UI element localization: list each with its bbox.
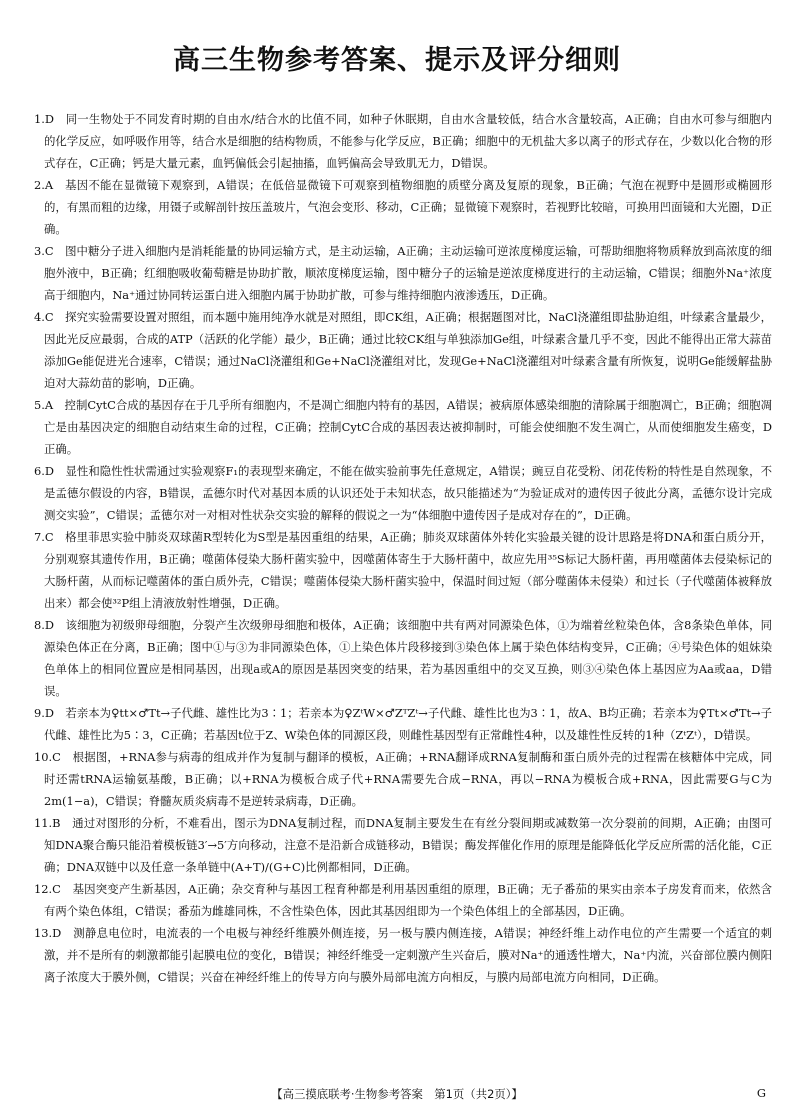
answer-item-2: 2.A 基因不能在显微镜下观察到，A错误；在低倍显微镜下可观察到植物细胞的质壁分离及复原的现象，B正确；气泡在视野中是圆形或椭圆形的，有黑而粗的边缘，用镊子或解剖针按压盖玻片，气泡会变形、移动，C正确；显微镜下观察时，若视野比较暗，可换用凹面镜和大光圈，D正确。 (34, 178, 772, 236)
answer-item-3: 3.C 图中糖分子进入细胞内是消耗能量的协同运输方式，是主动运输，A正确；主动运输可逆浓度梯度运输，可帮助细胞将物质释放到高浓度的细胞外液中，B正确；红细胞吸收葡萄糖是协助扩散，顺浓度梯度运输，图中糖分子的运输是逆浓度梯度进行的主动运输，C错误；细胞外Na⁺浓度高于细胞内，Na⁺通过协同转运蛋白进入细胞内属于协助扩散，可参与维持细胞内液渗透压，D正确。 (34, 244, 772, 302)
answer-item-8: 8.D 该细胞为初级卵母细胞，分裂产生次级卵母细胞和极体，A正确；该细胞中共有两对同源染色体，①为端着丝粒染色体，含8条染色单体，同源染色体正在分离，B正确；图中①与③为非同源染色体，①上染色体片段移接到③染色体上属于染色体结构变异，C正确；④号染色体的姐妹染色单体上的相同位置应是相同基因，出现a或A的原因是基因突变的结果，若为基因重组中的交叉互换，则③④染色体上基因应为Aa或aa，D错误。 (34, 618, 772, 698)
answer-item-6: 6.D 显性和隐性性状需通过实验观察F₁的表现型来确定，不能在做实验前事先任意规定，A错误；豌豆自花受粉、闭花传粉的特性是自然现象，不是孟德尔假设的内容，B错误，孟德尔时代对基因本质的认识还处于未知状态，故只能描述为“为验证成对的遗传因子彼此分离，孟德尔设计完成测交实验”，C错误；孟德尔对一对相对性状杂交实验的解释的假说之一为“体细胞中遗传因子是成对存在的”，D正确。 (34, 464, 772, 522)
answer-item-1: 1.D 同一生物处于不同发育时期的自由水/结合水的比值不同，如种子休眠期，自由水含量较低，结合水含量较高，A正确；自由水可参与细胞内的化学反应，如呼吸作用等，结合水是细胞的结构物质，不能参与化学反应，B正确；细胞中的无机盐大多以离子的形式存在，少数以化合物的形式存在，C正确；钙是大量元素，血钙偏低会引起抽搐，血钙偏高会导致肌无力，D错误。 (34, 112, 772, 170)
answer-item-10: 10.C 根据图，+RNA参与病毒的组成并作为复制与翻译的模板，A正确；+RNA翻译成RNA复制酶和蛋白质外壳的过程需在核糖体中完成，同时还需tRNA运输氨基酸，B正确；以+RNA为模板合成子代+RNA需要先合成−RNA，再以−RNA为模板合成+RNA，因此需要G与C为2m(1−a)，C错误；脊髓灰质炎病毒不是逆转录病毒，D正确。 (34, 750, 772, 808)
answer-item-13: 13.D 测静息电位时，电流表的一个电极与神经纤维膜外侧连接，另一极与膜内侧连接，A错误；神经纤维上动作电位的产生需要一个适宜的刺激，并不是所有的刺激都能引起膜电位的变化，B错误；神经纤维受一定刺激产生兴奋后，膜对Na⁺的通透性增大，Na⁺内流，兴奋部位膜内侧阳离子浓度大于膜外侧，C错误；兴奋在神经纤维上的传导方向与膜外局部电流方向相反，与膜内局部电流方向相同，D正确。 (34, 926, 772, 984)
answer-item-11: 11.B 通过对图形的分析，不难看出，图示为DNA复制过程，而DNA复制主要发生在有丝分裂间期或减数第一次分裂前的间期，A正确；由图可知DNA聚合酶只能沿着模板链3′→5′方向移动，注意不是沿新合成链移动，B错误；酶发挥催化作用的原理是能降低化学反应所需的活化能，C正确；DNA双链中以及任意一条单链中(A+T)/(G+C)比例都相同，D正确。 (34, 816, 772, 874)
answer-item-4: 4.C 探究实验需要设置对照组，而本题中施用纯净水就是对照组，即CK组，A正确；根据题图对比，NaCl浇灌组即盐胁迫组，叶绿素含量最少，因此光反应最弱，合成的ATP（活跃的化学能）最少，B正确；通过比较CK组与单独添加Ge组，叶绿素含量几乎不变，因此不能得出正常大蒜苗添加Ge能促进光合速率，C错误；通过NaCl浇灌组和Ge+NaCl浇灌组对比，发现Ge+NaCl浇灌组对叶绿素含量有所恢复，说明Ge能缓解盐胁迫对大蒜幼苗的影响，D正确。 (34, 310, 772, 390)
answer-item-5: 5.A 控制CytC合成的基因存在于几乎所有细胞内，不是凋亡细胞内特有的基因，A错误；被病原体感染细胞的清除属于细胞凋亡，B正确；细胞凋亡是由基因决定的细胞自动结束生命的过程，C正确；控制CytC合成的基因表达被抑制时，可能会使细胞不发生凋亡，从而使细胞发生癌变，D正确。 (34, 398, 772, 456)
answer-list (34, 108, 772, 988)
answer-item-9: 9.D 若亲本为♀tt×♂Tt→子代雌、雄性比为3∶1；若亲本为♀ZᵗW×♂ZᵀZᵗ→子代雌、雄性比也为3∶1，故A、B均正确；若亲本为♀Tt×♂Tt→子代雌、雄性比为5∶3，C正确；若基因t位于Z、W染色体的同源区段，则雌性基因型有正常雌性4种，以及雄性性反转的1种（ZᵗZᵗ），D错误。 (34, 706, 772, 742)
footer-code: G (756, 1086, 766, 1100)
answer-item-7: 7.C 格里菲思实验中肺炎双球菌R型转化为S型是基因重组的结果，A正确；肺炎双球菌体外转化实验最关键的设计思路是将DNA和蛋白质分开，分别观察其遗传作用，B正确；噬菌体侵染大肠杆菌实验中，因噬菌体寄生于大肠杆菌中，故应先用³⁵S标记大肠杆菌，再用噬菌体去侵染标记的大肠杆菌，从而标记噬菌体的蛋白质外壳，C错误；噬菌体侵染大肠杆菌实验中，保温时间过短（部分噬菌体未侵染）和过长（子代噬菌体被释放出来）都会使³²P组上清液放射性增强，D正确。 (34, 530, 772, 610)
page-title: 高三生物参考答案、提示及评分细则 (173, 45, 621, 76)
footer-text: 【高三摸底联考·生物参考答案 第1页（共2页）】 (271, 1087, 523, 1101)
answer-item-12: 12.C 基因突变产生新基因，A正确；杂交育种与基因工程育种都是利用基因重组的原理，B正确；无子番茄的果实由亲本子房发育而来，依然含有两个染色体组，C错误；番茄为雌雄同株，不含性染色体，因此其基因组即为一个染色体组上的全部基因，D正确。 (34, 882, 772, 918)
page-footer (0, 1086, 794, 1106)
